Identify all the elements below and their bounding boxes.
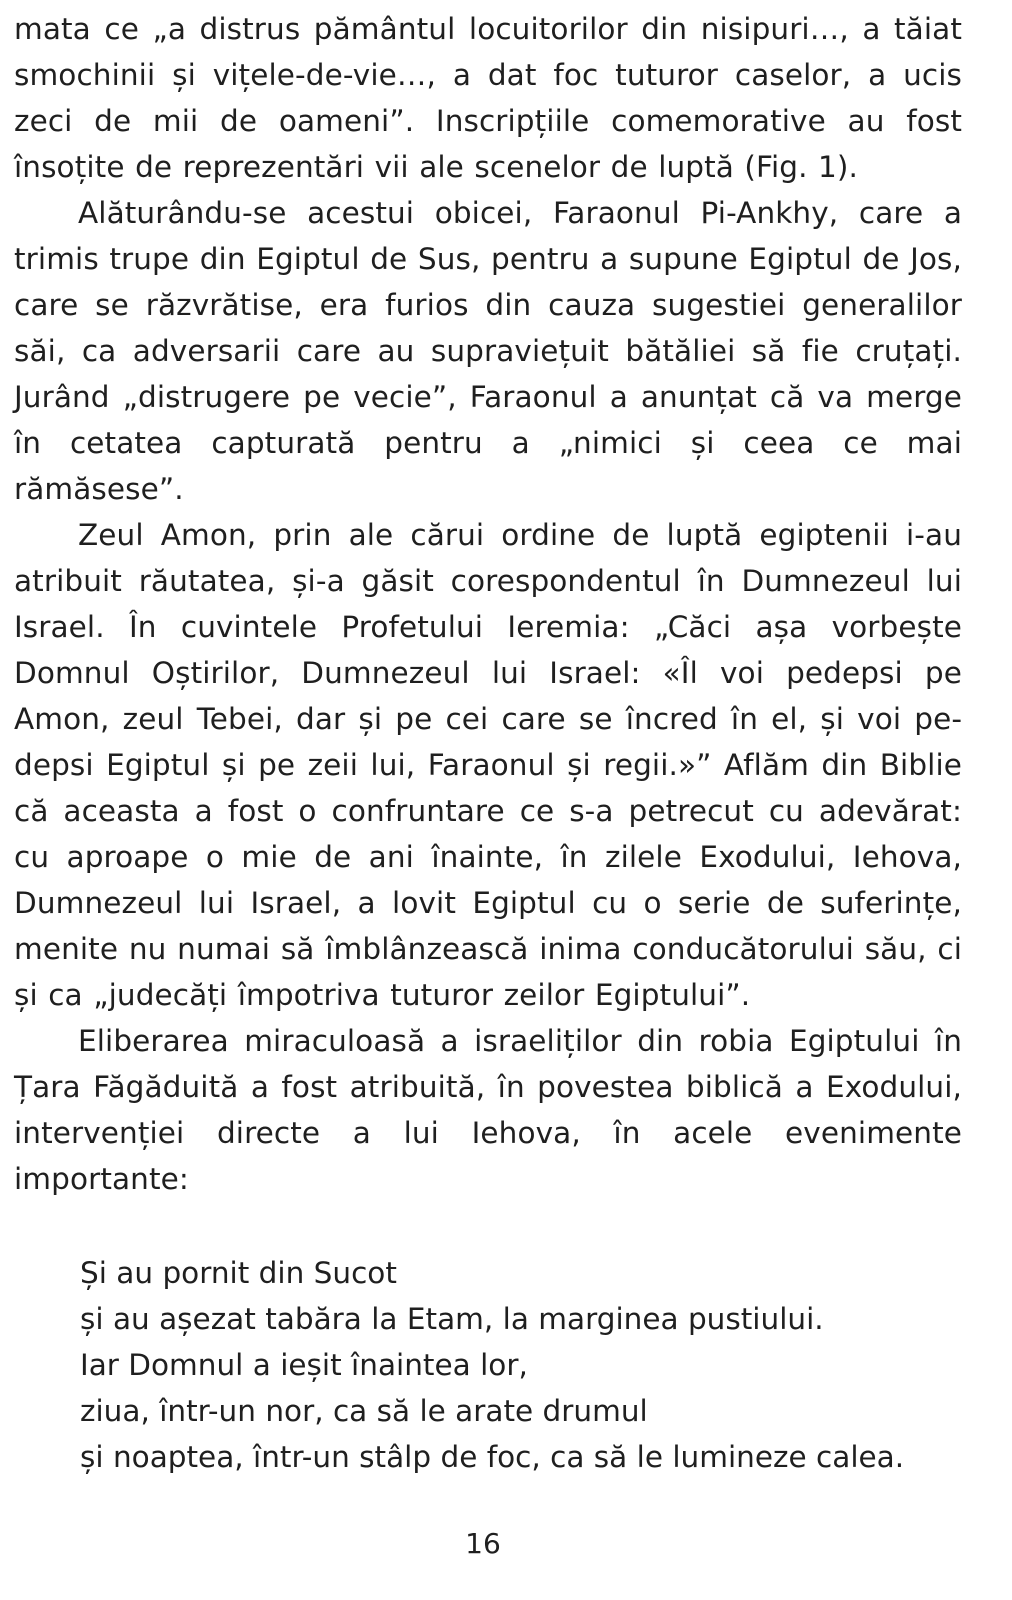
quote-line: și noaptea, într-un stâlp de foc, ca să le lumineze calea. — [80, 1440, 905, 1474]
page-number: 16 — [465, 1527, 501, 1560]
paragraph-continued: mata ce „a distrus pământul locuitorilor din nisipuri…, a tăiat smochinii și vițele-de-vie…, a dat foc tuturor caselor, a ucis zeci de mii de oameni”. Inscripțiile comemorative au fost însoțite de reprezentări vii ale scenelor de luptă (Fig. 1). — [14, 12, 962, 184]
scripture-quote — [80, 1250, 980, 1480]
body-text — [14, 6, 962, 1202]
paragraph-amon: Zeul Amon, prin ale cărui ordine de luptă egiptenii i-au atribuit răutatea, și-a găsit corespondentul în Dumnezeul lui Israel. În cuvintele Profetului Ieremia: „Căci așa vorbește Domnul Oștirilor, Dumnezeul lui Israel: «Îl voi pedepsi pe Amon, zeul Tebei, dar și pe cei care se încred în el, și voi pedepsi Egiptul și pe zeii lui, Faraonul și regii.»” Aflăm din Biblie că aceasta a fost o confruntare ce s-a petrecut cu adevărat: cu aproape o mie de ani înainte, în zilele Exodului, Iehova, Dumnezeul lui Israel, a lovit Egiptul cu o serie de suferințe, menite nu numai să îmblânzească inima conducătorului său, ci și ca „judecăți împotriva tuturor zeilor Egiptului”. — [14, 518, 962, 1012]
quote-line: Și au pornit din Sucot — [80, 1256, 397, 1290]
paragraph-exodus: Eliberarea miraculoasă a israeliților din robia Egiptului în Țara Făgăduită a fost atribuită, în povestea biblică a Exodului, intervenției directe a lui Iehova, în acele evenimente importante: — [14, 1024, 962, 1196]
quote-line: Iar Domnul a ieșit înaintea lor, — [80, 1348, 528, 1382]
quote-line: ziua, într-un nor, ca să le arate drumul — [80, 1394, 648, 1428]
paragraph-pi-ankhy: Alăturându-se acestui obicei, Faraonul Pi-Ankhy, care a trimis trupe din Egiptul de Sus, pentru a supune Egiptul de Jos, care se răzvrătise, era furios din cauza sugestiei generalilor săi, ca adversarii care au supraviețuit bătăliei să fie cruțați. Jurând „distrugere pe vecie”, Faraonul a anunțat că va merge în cetatea capturată pentru a „nimici și ceea ce mai rămăsese”. — [14, 196, 962, 506]
quote-line: și au așezat tabăra la Etam, la marginea pustiului. — [80, 1302, 824, 1336]
